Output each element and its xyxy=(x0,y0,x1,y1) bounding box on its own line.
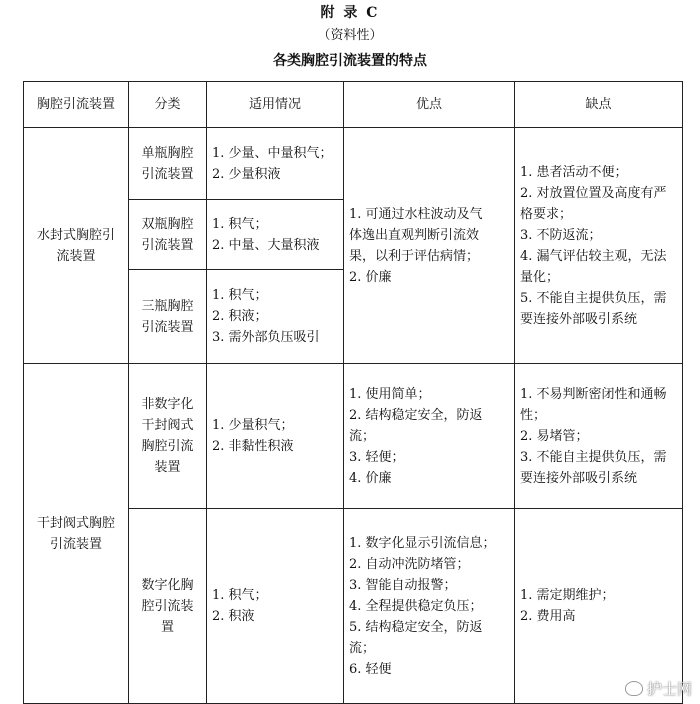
pros-digital: 1. 数字化显示引流信息； 2. 自动冲洗防堵管； 3. 智能自动报警； 4. 全程提供稳定负压； 5. 结构稳定安全，防返 流； 6. 轻便 xyxy=(344,509,515,704)
device-water-seal: 水封式胸腔引 流装置 xyxy=(24,128,129,364)
header-pros: 优点 xyxy=(344,82,515,128)
appendix-nature: （资料性） xyxy=(317,28,383,43)
header-cons: 缺点 xyxy=(515,82,683,128)
watermark-text: 护士网 xyxy=(646,680,692,698)
header-row xyxy=(24,82,683,128)
cons-digital: 1. 需定期维护； 2. 费用高 xyxy=(515,509,683,704)
use-triple-bottle: 1. 积气； 2. 积液； 3. 需外部负压吸引 xyxy=(207,270,344,364)
pros-non-digital: 1. 使用简单； 2. 结构稳定安全，防返 流； 3. 轻便； 4. 价廉 xyxy=(344,364,515,509)
weibo-icon xyxy=(625,681,643,696)
header-use: 适用情况 xyxy=(207,82,344,128)
type-digital: 数字化胸 腔引流装 置 xyxy=(129,509,207,704)
device-dry-seal-valve: 干封阀式胸腔 引流装置 xyxy=(24,364,129,704)
table-title: 各类胸腔引流装置的特点 xyxy=(273,53,427,69)
cons-water-seal: 1. 患者活动不便； 2. 对放置位置及高度有严 格要求； 3. 不防返流； 4. 漏气评估较主观，无法 量化； 5. 不能自主提供负压，需 要连接外部吸引系统 xyxy=(515,128,683,364)
type-double-bottle: 双瓶胸腔 引流装置 xyxy=(129,200,207,270)
drainage-device-table xyxy=(23,81,683,704)
header-type: 分类 xyxy=(129,82,207,128)
type-single-bottle: 单瓶胸腔 引流装置 xyxy=(129,128,207,200)
type-non-digital: 非数字化 干封阀式 胸腔引流 装置 xyxy=(129,364,207,509)
table-row xyxy=(24,364,683,509)
use-double-bottle: 1. 积气； 2. 中量、大量积液 xyxy=(207,200,344,270)
use-digital: 1. 积气； 2. 积液 xyxy=(207,509,344,704)
watermark xyxy=(625,678,692,699)
cons-non-digital: 1. 不易判断密闭性和通畅 性； 2. 易堵管； 3. 不能自主提供负压，需 要连接外部吸引系统 xyxy=(515,364,683,509)
pros-water-seal: 1. 可通过水柱波动及气 体逸出直观判断引流效 果，以利于评估病情； 2. 价廉 xyxy=(344,128,515,364)
appendix-label: 附 录 C xyxy=(320,5,380,21)
header-device: 胸腔引流装置 xyxy=(24,82,129,128)
use-single-bottle: 1. 少量、中量积气； 2. 少量积液 xyxy=(207,128,344,200)
use-non-digital: 1. 少量积气； 2. 非黏性积液 xyxy=(207,364,344,509)
type-triple-bottle: 三瓶胸腔 引流装置 xyxy=(129,270,207,364)
table-row xyxy=(24,128,683,200)
